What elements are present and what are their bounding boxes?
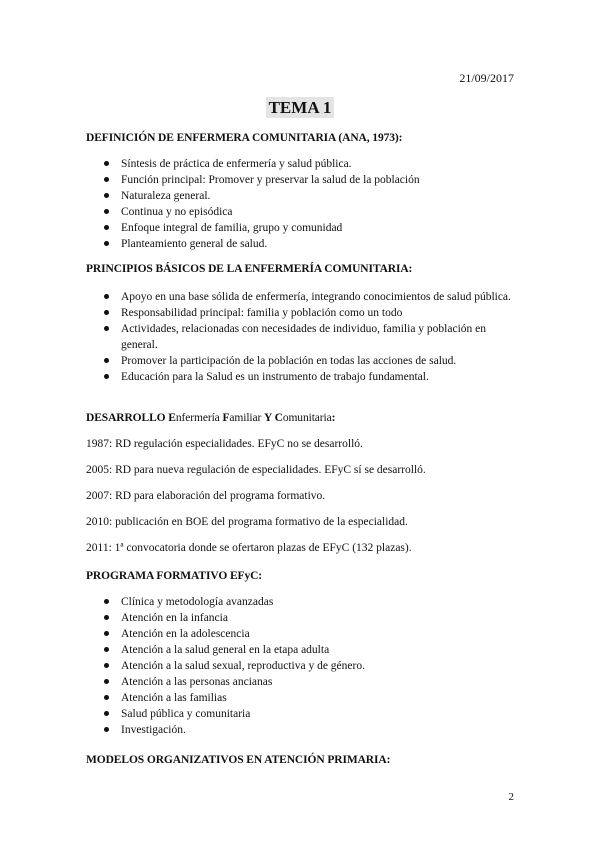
bullet-icon	[104, 663, 109, 668]
list-item: Atención a las familias	[104, 690, 520, 706]
section-heading-training-program: PROGRAMA FORMATIVO EFyC:	[86, 570, 263, 582]
timeline-entry: 1987: RD regulación especialidades. EFyC no se desarrolló.	[86, 438, 363, 450]
bullet-icon	[104, 310, 109, 315]
principles-list	[104, 289, 520, 385]
timeline-entry: 2011: 1ª convocatoria donde se ofertaron plazas de EFyC (132 plazas).	[86, 542, 412, 554]
bullet-icon	[104, 177, 109, 182]
list-item: Responsabilidad principal: familia y población como un todo	[104, 305, 520, 321]
bullet-icon	[104, 225, 109, 230]
list-item: Clínica y metodología avanzadas	[104, 594, 520, 610]
list-item: Función principal: Promover y preservar la salud de la población	[104, 172, 520, 188]
bullet-icon	[104, 599, 109, 604]
section-heading-principles: PRINCIPIOS BÁSICOS DE LA ENFERMERÍA COMUNITARIA:	[86, 263, 413, 275]
list-item: Enfoque integral de familia, grupo y comunidad	[104, 220, 520, 236]
bullet-icon	[104, 294, 109, 299]
list-item: Educación para la Salud es un instrumento de trabajo fundamental.	[104, 369, 520, 385]
bullet-icon	[104, 193, 109, 198]
training-program-list	[104, 594, 520, 738]
section-heading-definition: DEFINICIÓN DE ENFERMERA COMUNITARIA (ANA, 1973):	[86, 132, 403, 144]
list-item: Promover la participación de la población en todas las acciones de salud.	[104, 353, 520, 369]
list-item: Naturaleza general.	[104, 188, 520, 204]
topic-title	[0, 98, 600, 118]
bullet-icon	[104, 711, 109, 716]
bullet-icon	[104, 326, 109, 331]
list-item: Apoyo en una base sólida de enfermería, integrando conocimientos de salud pública.	[104, 289, 520, 305]
bullet-icon	[104, 647, 109, 652]
list-item: Salud pública y comunitaria	[104, 706, 520, 722]
bullet-icon	[104, 374, 109, 379]
list-item: Continua y no episódica	[104, 204, 520, 220]
topic-title-text: TEMA 1	[266, 97, 335, 118]
document-date: 21/09/2017	[459, 71, 514, 85]
list-item: Atención en la adolescencia	[104, 626, 520, 642]
timeline-entry: 2007: RD para elaboración del programa formativo.	[86, 490, 326, 502]
bullet-icon	[104, 727, 109, 732]
list-item: Atención a la salud sexual, reproductiva y de género.	[104, 658, 520, 674]
list-item: Actividades, relacionadas con necesidades de individuo, familia y población en general.	[104, 321, 520, 353]
definition-list	[104, 156, 520, 252]
list-item: Investigación.	[104, 722, 520, 738]
bullet-icon	[104, 615, 109, 620]
section-heading-development: DESARROLLO Enfermería Familiar Y Comunitaria:	[86, 412, 336, 424]
bullet-icon	[104, 241, 109, 246]
bullet-icon	[104, 631, 109, 636]
list-item: Planteamiento general de salud.	[104, 236, 520, 252]
bullet-icon	[104, 161, 109, 166]
timeline-entry: 2010: publicación en BOE del programa formativo de la especialidad.	[86, 516, 408, 528]
timeline-entry: 2005: RD para nueva regulación de especialidades. EFyC sí se desarrolló.	[86, 464, 426, 476]
section-heading-organizational-models: MODELOS ORGANIZATIVOS EN ATENCIÓN PRIMARIA:	[86, 754, 391, 766]
page-number: 2	[508, 791, 514, 803]
bullet-icon	[104, 695, 109, 700]
list-item: Atención en la infancia	[104, 610, 520, 626]
list-item: Síntesis de práctica de enfermería y salud pública.	[104, 156, 520, 172]
bullet-icon	[104, 358, 109, 363]
list-item: Atención a las personas ancianas	[104, 674, 520, 690]
list-item: Atención a la salud general en la etapa adulta	[104, 642, 520, 658]
bullet-icon	[104, 679, 109, 684]
bullet-icon	[104, 209, 109, 214]
